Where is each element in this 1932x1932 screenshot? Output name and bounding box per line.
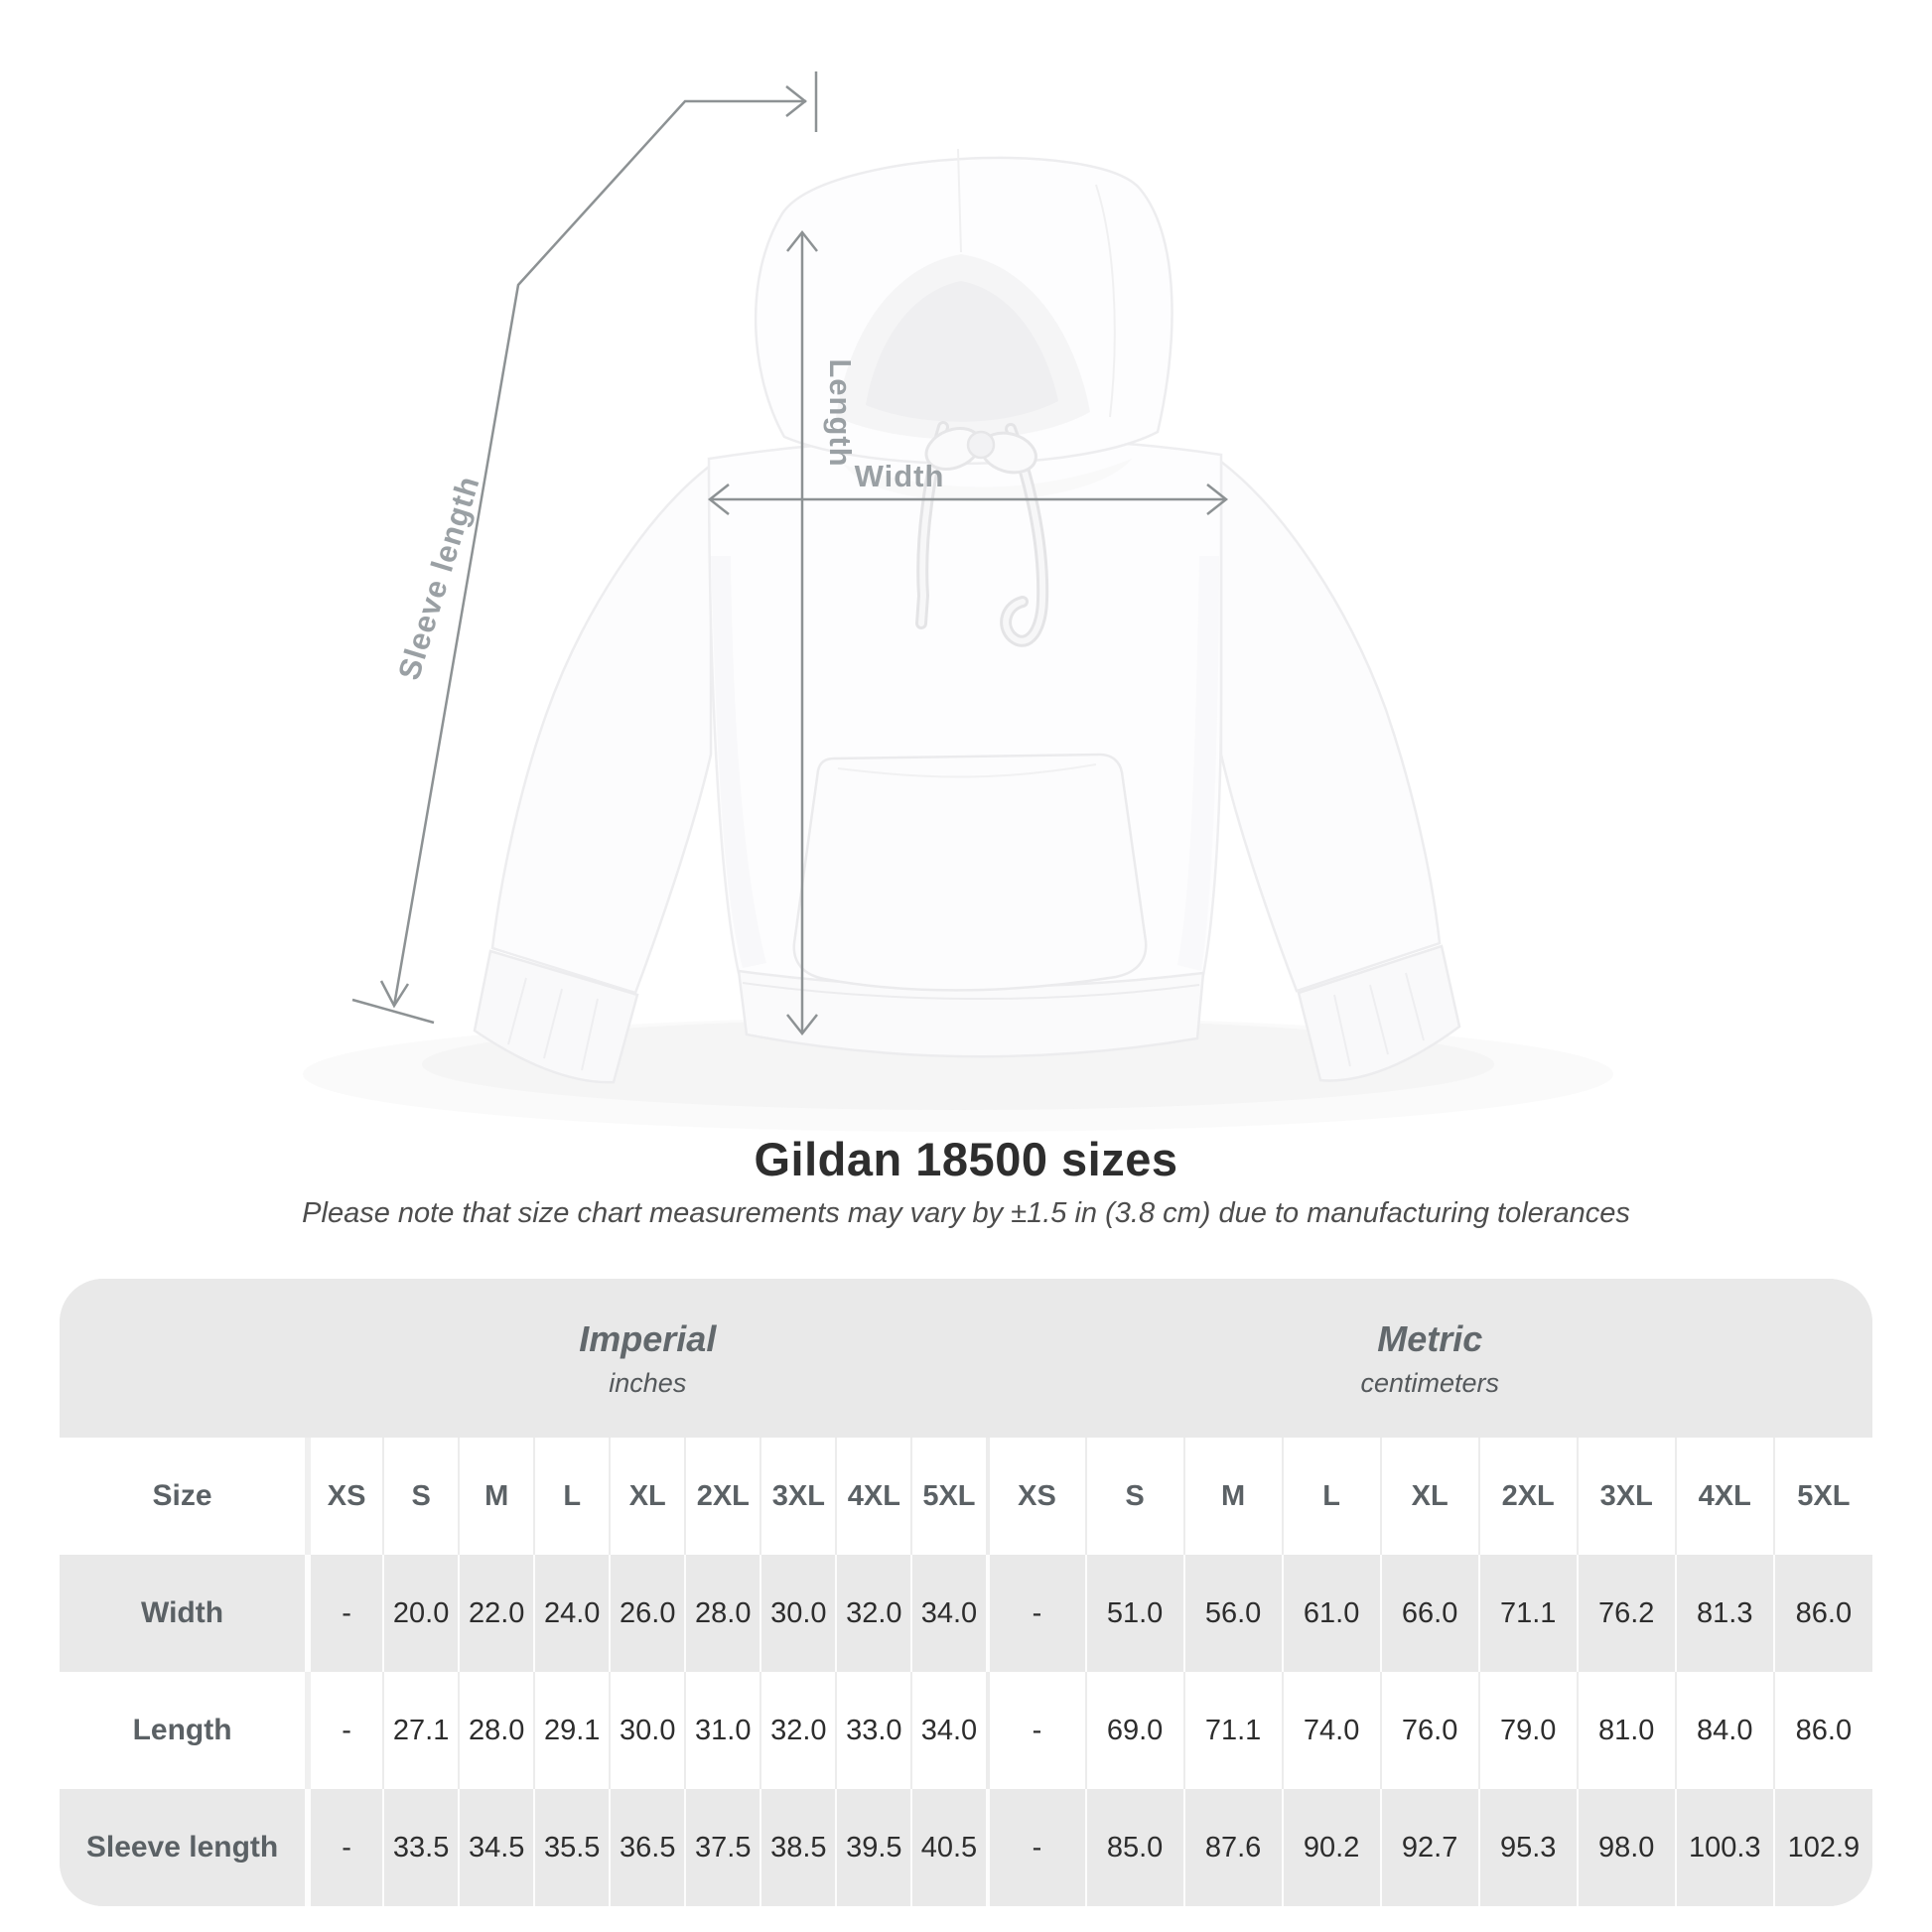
- value-cell: 40.5: [911, 1789, 987, 1906]
- size-col-imperial-2xl: 2XL: [685, 1438, 760, 1555]
- value-cell: 24.0: [534, 1555, 610, 1672]
- size-col-metric-s: S: [1086, 1438, 1184, 1555]
- value-cell: 102.9: [1774, 1789, 1872, 1906]
- value-cell: 36.5: [610, 1789, 685, 1906]
- value-cell: 87.6: [1184, 1789, 1283, 1906]
- value-cell: 35.5: [534, 1789, 610, 1906]
- size-table: [60, 1279, 1872, 1906]
- value-cell: 76.0: [1381, 1672, 1479, 1789]
- size-col-imperial-xs: XS: [308, 1438, 383, 1555]
- sleeve-length-label: Sleeve length: [391, 472, 486, 684]
- size-header-row: [60, 1438, 1872, 1555]
- size-col-imperial-4xl: 4XL: [836, 1438, 911, 1555]
- value-cell: 92.7: [1381, 1789, 1479, 1906]
- width-label: Width: [854, 459, 945, 493]
- metric-label: Metric: [1377, 1317, 1483, 1359]
- unit-group-row: [60, 1279, 1872, 1438]
- size-corner-label: Size: [60, 1438, 308, 1555]
- value-cell: 85.0: [1086, 1789, 1184, 1906]
- size-col-imperial-5xl: 5XL: [911, 1438, 987, 1555]
- value-cell: 76.2: [1578, 1555, 1676, 1672]
- row-label: Sleeve length: [60, 1789, 308, 1906]
- value-cell: 28.0: [685, 1555, 760, 1672]
- value-cell: 95.3: [1479, 1789, 1578, 1906]
- imperial-group-header: [308, 1279, 987, 1438]
- page-title: Gildan 18500 sizes: [754, 1133, 1178, 1185]
- metric-unit-label: centimeters: [1360, 1367, 1500, 1398]
- value-cell: 61.0: [1283, 1555, 1381, 1672]
- imperial-unit-label: inches: [609, 1367, 687, 1398]
- value-cell: 86.0: [1774, 1672, 1872, 1789]
- row-label: Length: [60, 1672, 308, 1789]
- value-cell: 28.0: [459, 1672, 534, 1789]
- size-col-metric-m: M: [1184, 1438, 1283, 1555]
- size-col-imperial-m: M: [459, 1438, 534, 1555]
- value-cell: 79.0: [1479, 1672, 1578, 1789]
- value-cell: 90.2: [1283, 1789, 1381, 1906]
- value-cell: 38.5: [760, 1789, 836, 1906]
- page-subtitle: Please note that size chart measurements may vary by ±1.5 in (3.8 cm) due to manufacturing tolerances: [302, 1197, 1630, 1229]
- bow-knot: [968, 432, 994, 458]
- imperial-label: Imperial: [579, 1317, 717, 1359]
- value-cell: 71.1: [1184, 1672, 1283, 1789]
- value-cell: 81.3: [1676, 1555, 1774, 1672]
- value-cell: 34.5: [459, 1789, 534, 1906]
- value-cell: 30.0: [760, 1555, 836, 1672]
- value-cell: 33.0: [836, 1672, 911, 1789]
- value-cell: 22.0: [459, 1555, 534, 1672]
- table-row: [60, 1789, 1872, 1906]
- left-sleeve: [492, 467, 711, 993]
- size-col-metric-l: L: [1283, 1438, 1381, 1555]
- table-row: [60, 1555, 1872, 1672]
- value-cell: 34.0: [911, 1555, 987, 1672]
- value-cell: 20.0: [383, 1555, 459, 1672]
- size-col-imperial-s: S: [383, 1438, 459, 1555]
- value-cell: -: [308, 1555, 383, 1672]
- value-cell: -: [988, 1672, 1086, 1789]
- size-col-imperial-3xl: 3XL: [760, 1438, 836, 1555]
- value-cell: 31.0: [685, 1672, 760, 1789]
- value-cell: 26.0: [610, 1555, 685, 1672]
- size-col-imperial-l: L: [534, 1438, 610, 1555]
- value-cell: 69.0: [1086, 1672, 1184, 1789]
- size-col-imperial-xl: XL: [610, 1438, 685, 1555]
- right-sleeve: [1221, 462, 1440, 991]
- value-cell: 34.0: [911, 1672, 987, 1789]
- value-cell: 84.0: [1676, 1672, 1774, 1789]
- size-col-metric-xl: XL: [1381, 1438, 1479, 1555]
- size-col-metric-5xl: 5XL: [1774, 1438, 1872, 1555]
- value-cell: 30.0: [610, 1672, 685, 1789]
- value-cell: 33.5: [383, 1789, 459, 1906]
- value-cell: 86.0: [1774, 1555, 1872, 1672]
- value-cell: -: [308, 1672, 383, 1789]
- value-cell: 74.0: [1283, 1672, 1381, 1789]
- value-cell: -: [308, 1789, 383, 1906]
- size-table-card: [60, 1279, 1872, 1906]
- value-cell: 37.5: [685, 1789, 760, 1906]
- value-cell: 66.0: [1381, 1555, 1479, 1672]
- corner-blank: [60, 1279, 308, 1438]
- value-cell: 81.0: [1578, 1672, 1676, 1789]
- value-cell: 100.3: [1676, 1789, 1774, 1906]
- value-cell: 29.1: [534, 1672, 610, 1789]
- value-cell: 39.5: [836, 1789, 911, 1906]
- size-col-metric-3xl: 3XL: [1578, 1438, 1676, 1555]
- value-cell: 32.0: [760, 1672, 836, 1789]
- value-cell: 56.0: [1184, 1555, 1283, 1672]
- length-label: Length: [823, 358, 858, 468]
- size-col-metric-xs: XS: [988, 1438, 1086, 1555]
- size-col-metric-4xl: 4XL: [1676, 1438, 1774, 1555]
- table-row: [60, 1672, 1872, 1789]
- metric-group-header: [988, 1279, 1873, 1438]
- value-cell: 98.0: [1578, 1789, 1676, 1906]
- kangaroo-pocket: [794, 755, 1146, 990]
- row-label: Width: [60, 1555, 308, 1672]
- value-cell: -: [988, 1555, 1086, 1672]
- value-cell: 32.0: [836, 1555, 911, 1672]
- value-cell: -: [988, 1789, 1086, 1906]
- value-cell: 71.1: [1479, 1555, 1578, 1672]
- value-cell: 27.1: [383, 1672, 459, 1789]
- size-col-metric-2xl: 2XL: [1479, 1438, 1578, 1555]
- value-cell: 51.0: [1086, 1555, 1184, 1672]
